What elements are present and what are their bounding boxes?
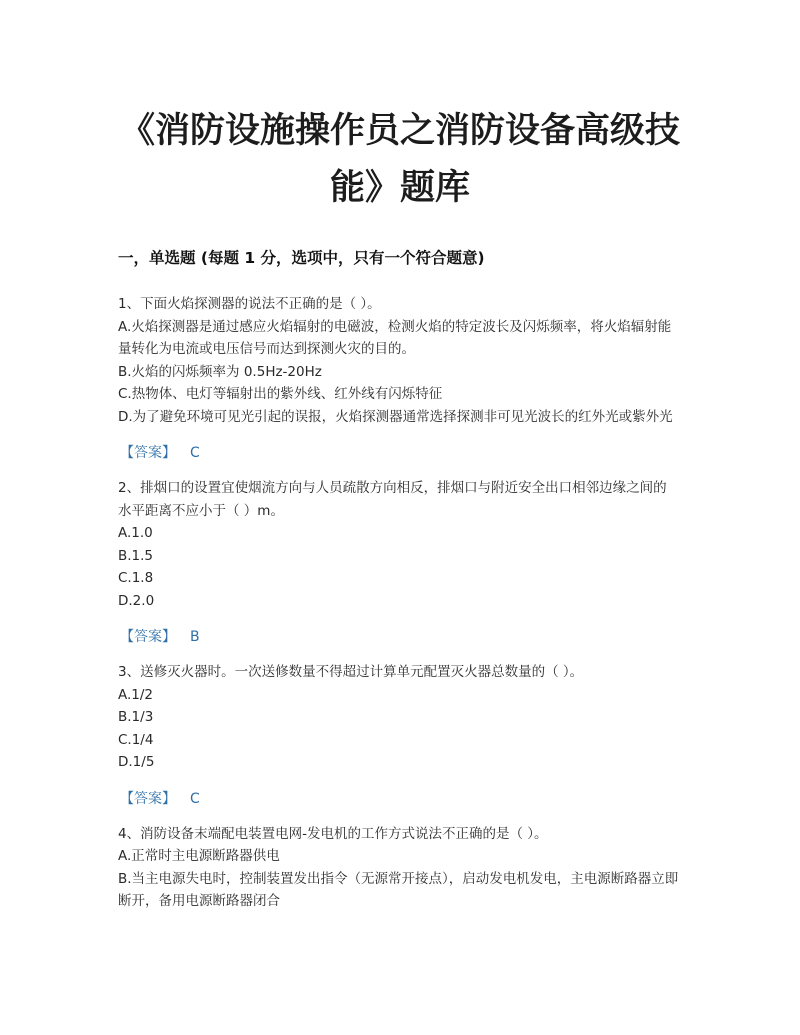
answer-value: C (190, 445, 200, 461)
answer-line (118, 626, 680, 648)
answer-option: C.1/4 (118, 731, 154, 748)
answer-option: D.为了避免环境可见光引起的误报，火焰探测器通常选择探测非可见光波长的红外光或紫外光 (118, 408, 673, 425)
answer-option: B.1.5 (118, 547, 154, 564)
section-heading: 一，单选题 (每题 1 分，选项中，只有一个符合题意) (118, 249, 485, 267)
answer-label: 【答案】 (120, 445, 176, 461)
answer-option: A.正常时主电源断路器供电 (118, 848, 280, 864)
question-stem: 3、送修灭火器时。一次送修数量不得超过计算单元配置灭火器总数量的（ ）。 (118, 664, 584, 680)
question-item (118, 477, 680, 648)
answer-value: B (190, 629, 200, 645)
answer-option: B.火焰的闪烁频率为 0.5Hz-20Hz (118, 363, 322, 380)
question-item (118, 823, 680, 913)
answer-label: 【答案】 (120, 790, 176, 807)
question-stem: 4、消防设备末端配电装置电网-发电机的工作方式说法不正确的是（ ）。 (118, 825, 548, 842)
answer-value: C (190, 790, 200, 807)
answer-option: A.火焰探测器是通过感应火焰辐射的电磁波，检测火焰的特定波长及闪烁频率，将火焰辐射能量转化为电流或电压信号而达到探测火灾的目的。 (118, 318, 672, 357)
question-stem: 1、下面火焰探测器的说法不正确的是（ ）。 (118, 296, 381, 312)
answer-option: C.1.8 (118, 570, 154, 586)
answer-line (118, 788, 680, 810)
answer-option: C.热物体、电灯等辐射出的紫外线、红外线有闪烁特征 (118, 386, 443, 402)
answer-option: D.1/5 (118, 754, 155, 770)
question-stem: 2、排烟口的设置宜使烟流方向与人员疏散方向相反，排烟口与附近安全出口相邻边缘之间的水平距离不应小于（ ）m。 (118, 480, 667, 519)
question-item (118, 661, 680, 810)
answer-label: 【答案】 (120, 629, 176, 645)
answer-option: B.当主电源失电时，控制装置发出指令（无源常开接点），启动发电机发电，主电源断路器立即断开，备用电源断路器闭合 (118, 870, 679, 909)
answer-line (118, 442, 680, 464)
question-item (118, 293, 680, 464)
answer-option: B.1/3 (118, 709, 154, 725)
answer-option: D.2.0 (118, 592, 155, 609)
answer-option: A.1/2 (118, 686, 154, 703)
document-title: 《消防设施操作员之消防设备高级技能》题库 (119, 111, 680, 208)
question-list (118, 293, 680, 913)
answer-option: A.1.0 (118, 525, 153, 541)
